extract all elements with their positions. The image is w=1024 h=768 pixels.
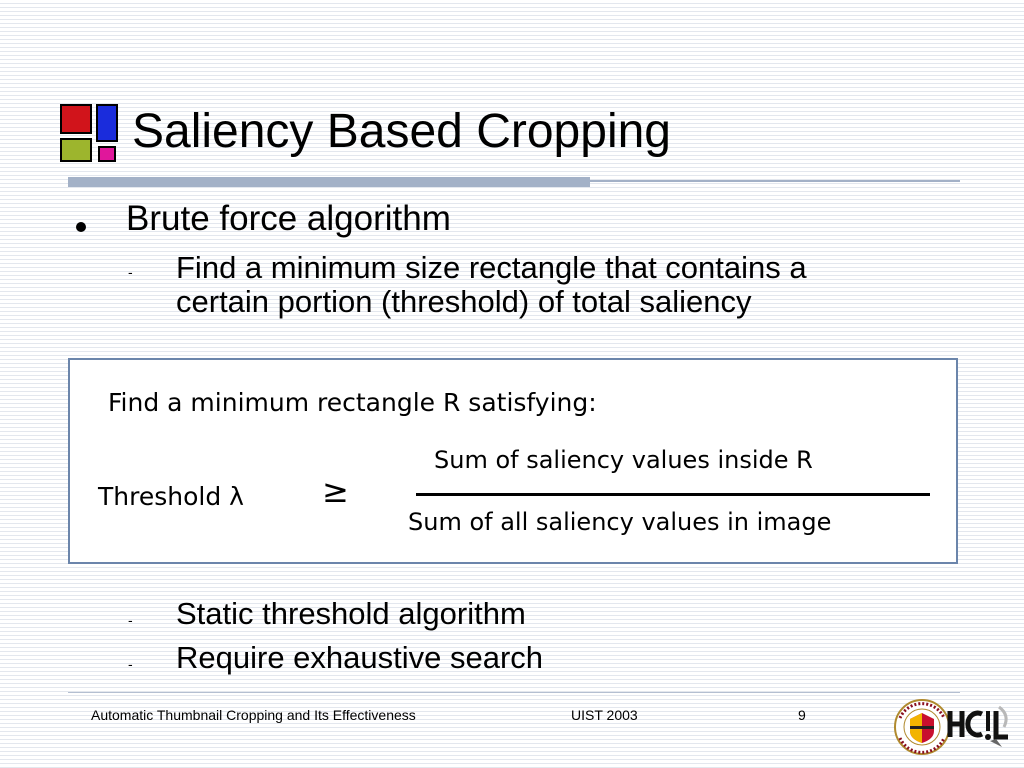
sub-bullet-static-threshold: Static threshold algorithm [176,596,526,631]
sub-bullet-line-1: Find a minimum size rectangle that contains a [176,250,807,285]
footer-page-number: 9 [798,707,806,723]
title-rule [590,180,960,182]
formula-numerator: Sum of saliency values inside R [434,446,813,474]
formula-heading: Find a minimum rectangle R satisfying: [108,388,597,417]
footer-venue: UIST 2003 [571,707,638,723]
title-accent-bar [68,177,590,187]
formula-denominator: Sum of all saliency values in image [408,508,832,536]
sub-bullet-line-2: certain portion (threshold) of total saliency [176,284,752,319]
bullet-dot [76,222,86,232]
sub-bullet-dash: - [128,612,133,628]
logo-pink-square [98,146,116,162]
formula-threshold: Threshold λ [98,482,244,511]
sub-bullet-exhaustive-search: Require exhaustive search [176,640,544,675]
formula-box [68,358,958,564]
sub-bullet-dash: - [128,656,133,672]
university-seal-logo [892,698,952,756]
formula-geq-sign: ≥ [322,472,349,510]
bullet-brute-force: Brute force algorithm [126,199,451,238]
logo-blue-square [96,104,118,142]
logo-red-square [60,104,92,134]
sub-bullet-dash: - [128,264,133,280]
hcil-logo [944,697,1014,753]
logo-green-square [60,138,92,162]
title-logo [60,104,118,162]
footer-rule [68,692,960,693]
slide-title: Saliency Based Cropping [132,105,671,158]
fraction-bar [416,493,930,496]
footer-title: Automatic Thumbnail Cropping and Its Effectiveness [91,707,416,723]
